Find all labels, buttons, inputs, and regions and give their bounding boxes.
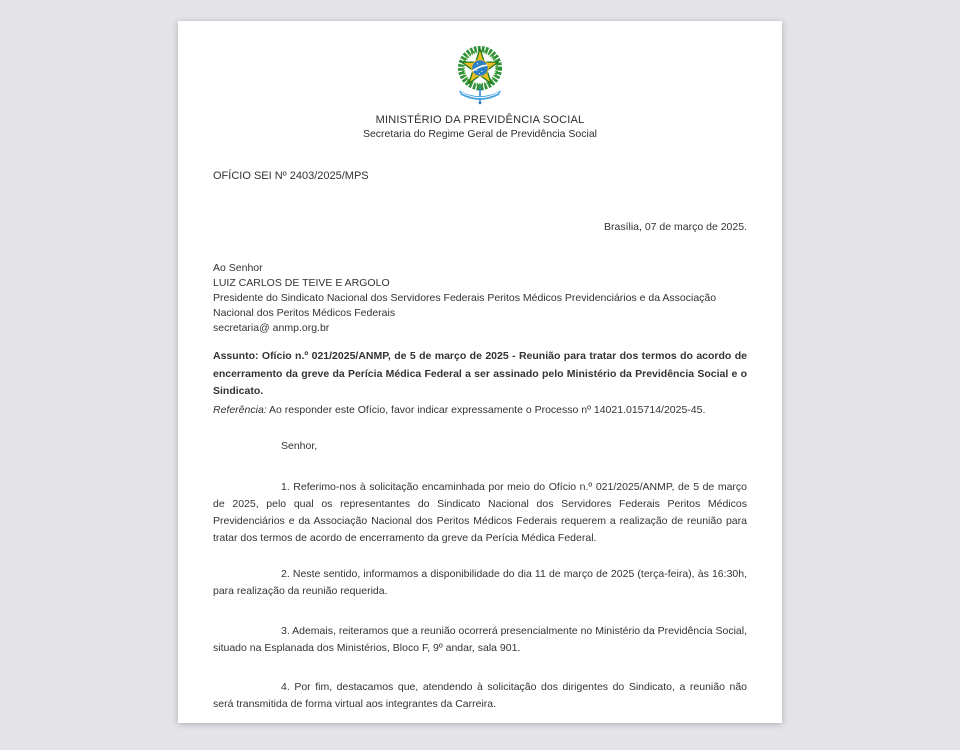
brazil-coat-of-arms-icon: [448, 38, 512, 107]
document-page: [178, 21, 782, 723]
subject-line: Assunto: Ofício n.º 021/2025/ANMP, de 5 de março de 2025 - Reunião para tratar dos termos do acordo de encerramento da greve da Perícia Médica Federal a ser assinado pelo Ministério da Previdência Social e o Sindicato.: [213, 350, 747, 397]
document-number: OFÍCIO SEI Nº 2403/2025/MPS: [213, 170, 369, 182]
recipient-title: Presidente do Sindicato Nacional dos Servidores Federais Peritos Médicos Previdenciários e da Associação Nacional dos Peritos Médicos Federais: [213, 292, 717, 319]
paragraph-3: 3. Ademais, reiteramos que a reunião ocorrerá presencialmente no Ministério da Previdência Social, situado na Esplanada dos Ministérios, Bloco F, 9º andar, sala 901.: [213, 624, 747, 654]
ministry-name: MINISTÉRIO DA PREVIDÊNCIA SOCIAL: [375, 114, 585, 126]
recipient-email: secretaria@ anmp.org.br: [213, 322, 330, 334]
recipient-salutation: Ao Senhor: [213, 262, 263, 274]
secretariat-name: Secretaria do Regime Geral de Previdência Social: [362, 128, 598, 140]
recipient-name: LUIZ CARLOS DE TEIVE E ARGOLO: [213, 277, 390, 289]
paragraph-4: 4. Por fim, destacamos que, atendendo à solicitação dos dirigentes do Sindicato, a reunião não será transmitida de forma virtual aos integrantes da Carreira.: [213, 680, 747, 710]
greeting: Senhor,: [281, 439, 318, 452]
reference-line: [213, 402, 747, 418]
paragraph-1: 1. Referimo-nos à solicitação encaminhada por meio do Ofício n.º 021/2025/ANMP, de 5 de março de 2025, pelo qual os representantes do Sindicato Nacional dos Servidores Federais Peritos Médicos Previdenciários e da Associação Nacional dos Peritos Médicos Federais requerem a realização de reunião para tratar dos termos de acordo de encerramento da greve da Perícia Médica Federal.: [213, 480, 747, 544]
paragraph-2: 2. Neste sentido, informamos a disponibilidade do dia 11 de março de 2025 (terça-feira), às 16:30h, para realização da reunião requerida.: [213, 567, 747, 597]
dateline: Brasília, 07 de março de 2025.: [603, 221, 747, 233]
reference-text: Ao responder este Ofício, favor indicar expressamente o Processo nº 14021.015714/2025-45.: [269, 403, 706, 416]
reference-label: Referência:: [213, 403, 267, 416]
recipient-block: [213, 261, 747, 336]
